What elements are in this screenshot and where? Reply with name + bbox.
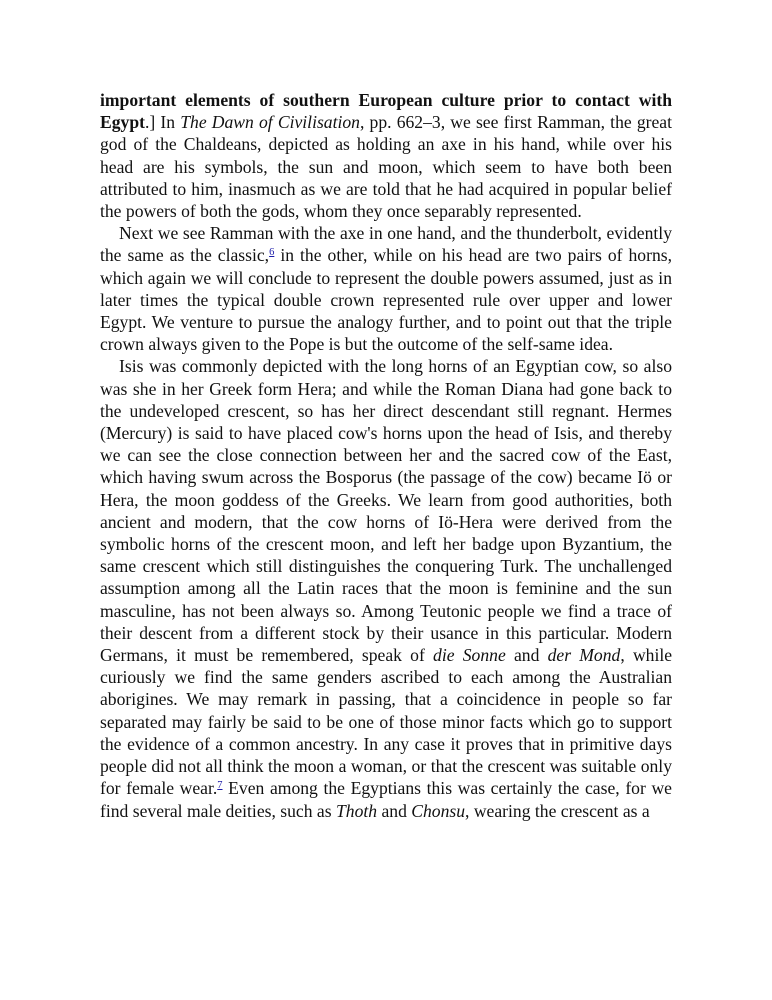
text-segment: Next we see Ramman with the axe in one hand, and the thunderbolt, evidently the same as the classic,	[100, 223, 672, 266]
document-page	[100, 89, 672, 822]
text-segment: , pp. 662–3, we see first Ramman, the great god of the Chaldeans, depicted as holding an axe in his hand, while over his head are his symbols, the sun and moon, which seem to have both been attributed to him, inasmuch as we are told that he had acquired in popular belief the powers of both the gods, whom they once separably represented.	[100, 112, 673, 222]
text-segment: and	[377, 800, 412, 821]
bold-lead-text: important elements of southern European culture prior to contact with Egypt	[100, 90, 672, 133]
text-segment: .] In	[144, 112, 181, 133]
text-segment: Isis was commonly depicted with the long horns of an Egyptian cow, so also was she in her Greek form Hera; and while the Roman Diana had gone back to the undeveloped crescent, so has her direct descendant still regnant. Hermes (Mercury) is said to have placed cow's horns upon the head of Isis, and thereby we can see the close connection between her and the sacred cow of the East, which having swum across the Bosporus (the passage of the cow) became Iö or Hera, the moon goddess of the Greeks. We learn from good authorities, both ancient and modern, that the cow horns of Iö-Hera were derived from the symbolic horns of the crescent moon, and left her badge upon Byzantium, the same crescent which still distinguishes the conquering Turk. The unchallenged assumption among all the Latin races that the moon is feminine and the sun masculine, has not been always so. Among Teutonic people we find a trace of their descent from a different stock by their usance in this particular. Modern Germans, it must be remembered, speak of	[100, 356, 672, 666]
italic-term: der Mond	[547, 645, 621, 666]
italic-deity-name: Chonsu	[411, 800, 466, 821]
paragraph-2	[100, 222, 672, 355]
paragraph-1	[100, 89, 672, 222]
text-segment: , wearing the crescent as a	[465, 800, 650, 821]
italic-deity-name: Thoth	[335, 800, 378, 821]
text-segment: Even among the Egyptians this was certainly the case, for we find several male deities, such as	[100, 778, 672, 821]
footnote-link-7[interactable]: 7	[217, 780, 223, 792]
text-segment: , while curiously we find the same genders ascribed to each among the Australian aborigines. We may remark in passing, that a coincidence in people so far separated may fairly be said to be one of those minor facts which go to support the evidence of a common ancestry. In any case it proves that in primitive days people did not all think the moon a woman, or that the crescent was suitable only for female wear.	[100, 645, 673, 799]
italic-term: die Sonne	[433, 645, 506, 666]
text-segment: and	[505, 645, 548, 666]
text-segment: in the other, while on his head are two pairs of horns, which again we will conclude to represent the double powers assumed, just as in later times the typical double crown represented rule over upper and lower Egypt. We venture to pursue the analogy further, and to point out that the triple crown always given to the Pope is but the outcome of the self-same idea.	[100, 245, 672, 355]
book-title: The Dawn of Civilisation	[180, 112, 360, 133]
footnote-link-6[interactable]: 6	[269, 247, 275, 259]
paragraph-3	[100, 355, 672, 821]
